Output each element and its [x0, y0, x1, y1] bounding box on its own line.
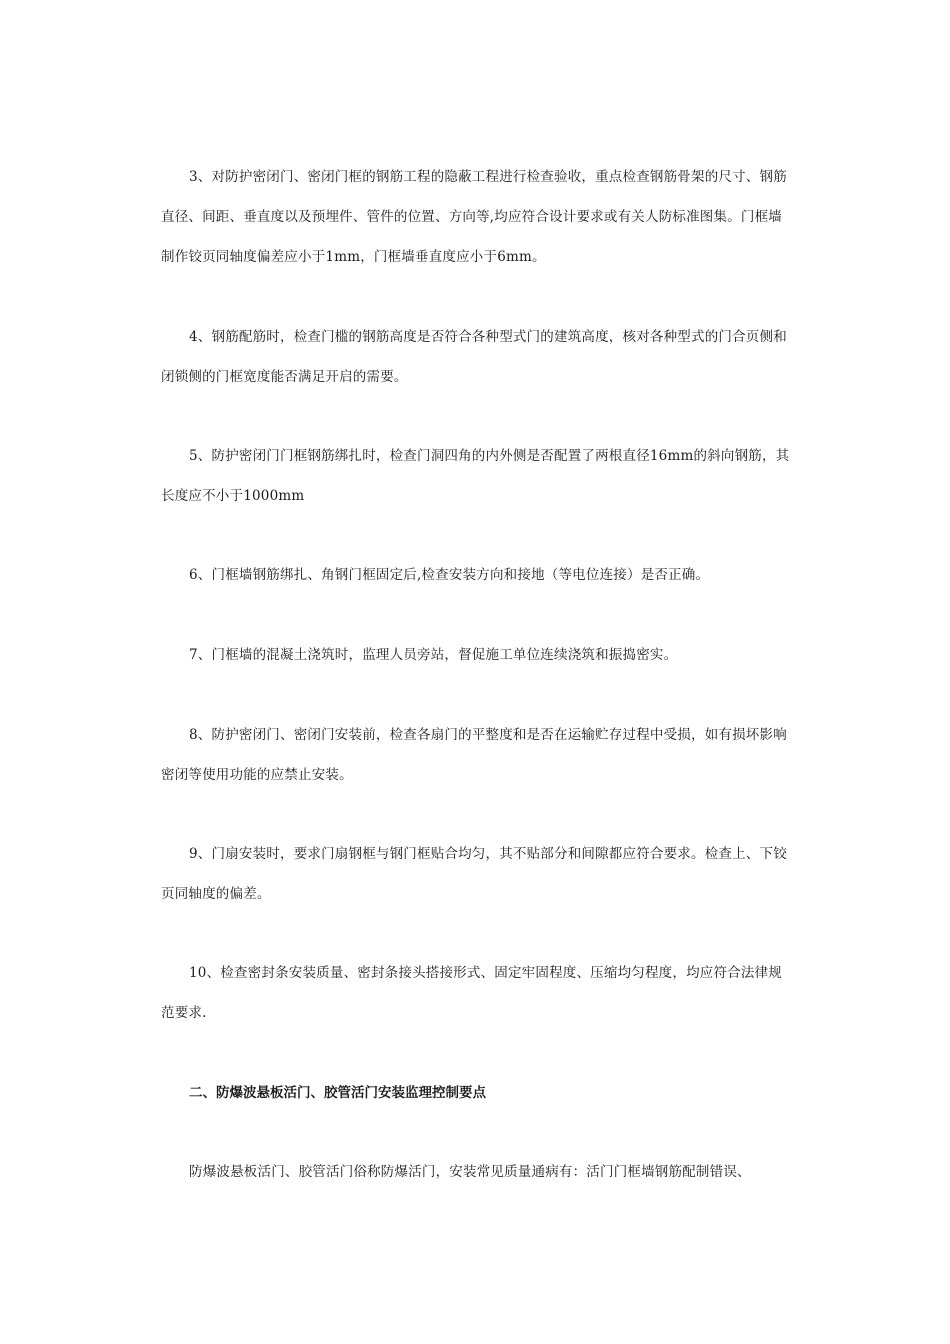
paragraph-item-5: 5、防护密闭门门框钢筋绑扎时，检查门洞四角的内外侧是否配置了两根直径16mm的斜向钢筋，其长度应不小于1000mm: [161, 448, 790, 504]
paragraph-item-7: 7、门框墙的混凝土浇筑时，监理人员旁站，督促施工单位连续浇筑和振捣密实。: [189, 647, 678, 663]
paragraph-item-3: 3、对防护密闭门、密闭门框的钢筋工程的隐蔽工程进行检查验收，重点检查钢筋骨架的尺寸、钢筋直径、间距、垂直度以及预埋件、管件的位置、方向等,均应符合设计要求或有关人防标准图集。门框墙制作铰页同轴度偏差应小于1mm，门框墙垂直度应小于6mm。: [161, 169, 787, 265]
paragraph-item-9: 9、门扇安装时，要求门扇钢框与钢门框贴合均匀，其不贴部分和间隙都应符合要求。检查上、下铰页同轴度的偏差。: [161, 846, 787, 902]
paragraph-item-8: 8、防护密闭门、密闭门安装前，检查各扇门的平整度和是否在运输贮存过程中受损，如有损坏影响密闭等使用功能的应禁止安装。: [161, 727, 787, 783]
paragraph-item-4: 4、钢筋配筋时，检查门槛的钢筋高度是否符合各种型式门的建筑高度，核对各种型式的门合页侧和闭锁侧的门框宽度能否满足开启的需要。: [161, 329, 787, 385]
paragraph-item-6: 6、门框墙钢筋绑扎、角钢门框固定后,检查安装方向和接地（等电位连接）是否正确。: [189, 567, 710, 583]
paragraph-item-10: 10、检查密封条安装质量、密封条接头搭接形式、固定牢固程度、压缩均匀程度，均应符合法律规范要求.: [161, 965, 782, 1021]
paragraph-intro: 防爆波悬板活门、胶管活门俗称防爆活门，安装常见质量通病有：活门门框墙钢筋配制错误、: [189, 1164, 751, 1180]
section-heading: 二、防爆波悬板活门、胶管活门安装监理控制要点: [189, 1085, 486, 1101]
